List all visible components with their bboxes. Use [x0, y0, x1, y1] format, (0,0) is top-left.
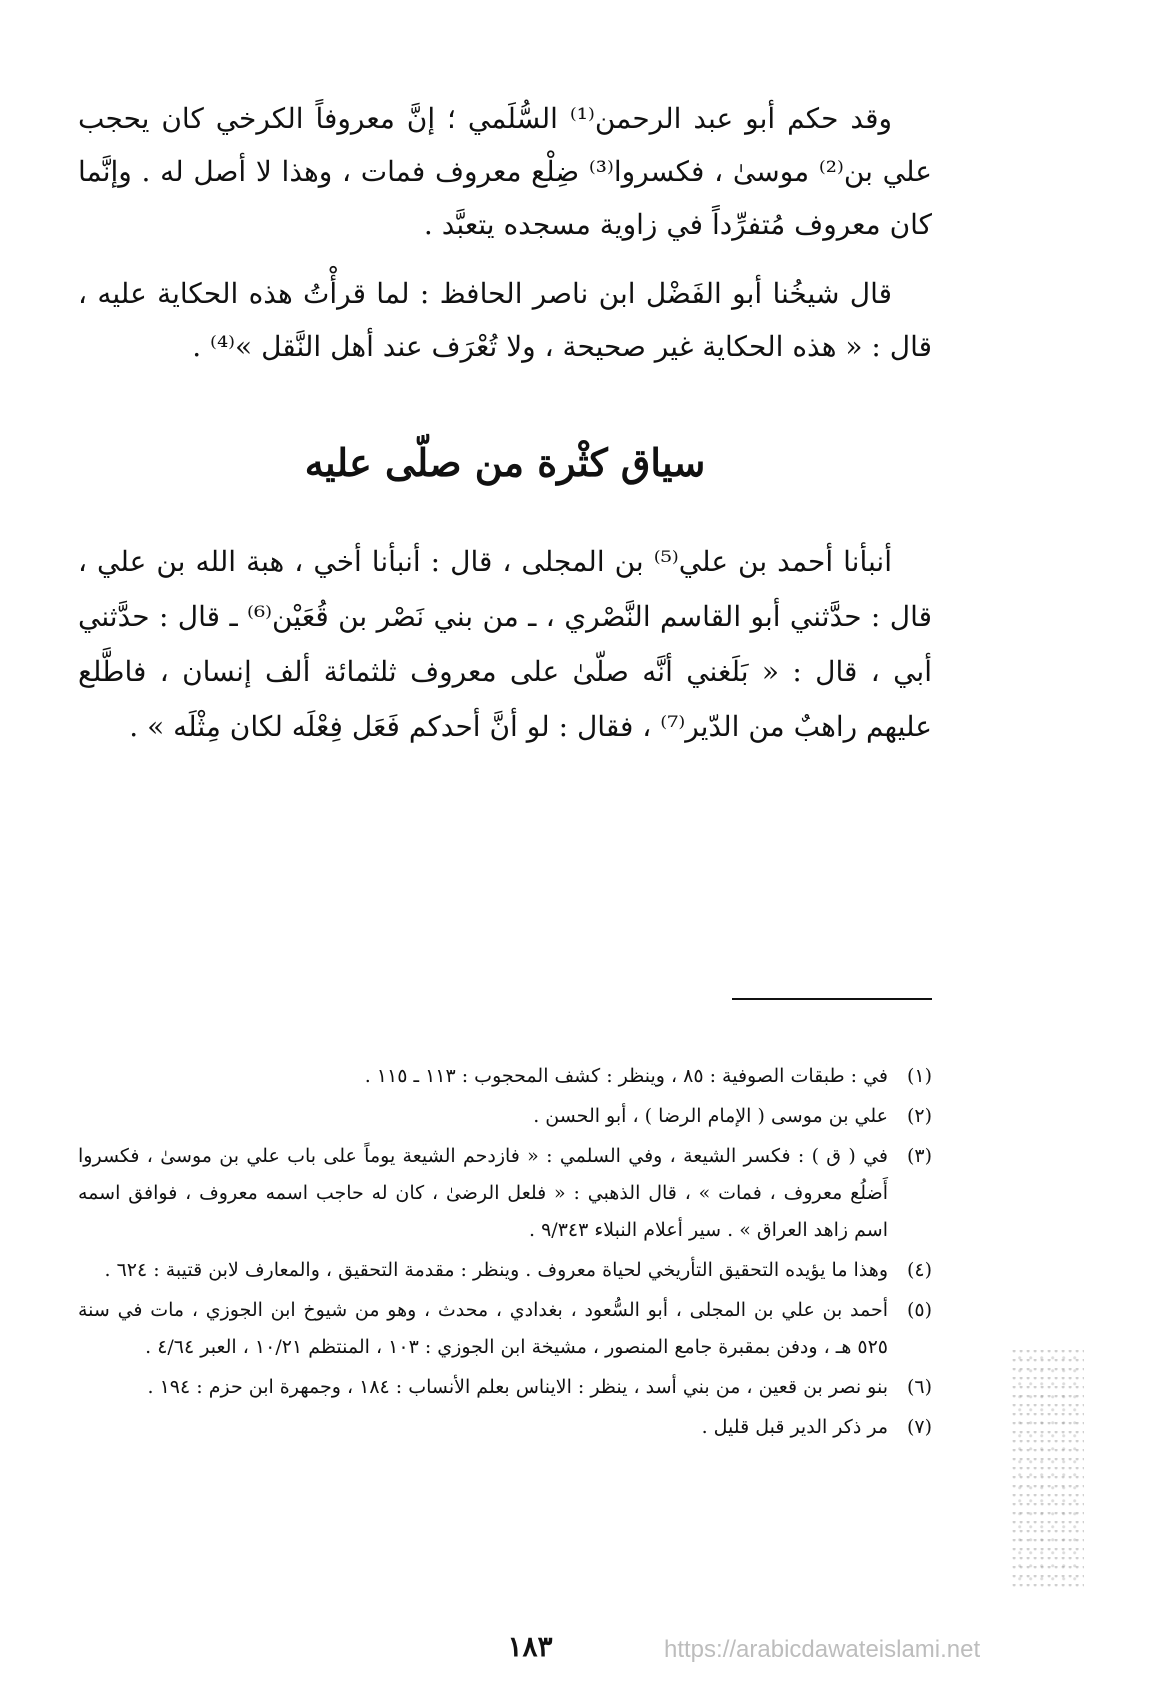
footnote-2 — [78, 1098, 932, 1135]
footnote-5 — [78, 1292, 932, 1366]
footnote-text: مر ذكر الدير قبل قليل . — [701, 1416, 888, 1438]
scan-noise — [1012, 1350, 1084, 1590]
footnote-text: علي بن موسى ( الإمام الرضا ) ، أبو الحسن . — [533, 1105, 888, 1127]
footnote-number: (٦) — [906, 1376, 932, 1398]
footnote-separator — [732, 998, 932, 1000]
footnote-number: (١) — [906, 1065, 932, 1087]
footnote-6 — [78, 1369, 932, 1406]
watermark-url: https://arabicdawateislami.net — [664, 1636, 981, 1663]
section-heading: سياق كثْرة من صلّى عليه — [304, 440, 706, 485]
footnote-text: في ( ق ) : فكسر الشيعة ، وفي السلمي : « فازدحم الشيعة يوماً على باب علي بن موسىٰ ، فكسروا أَضلُع معروف ، فمات » ، قال الذهبي : « فلعل الرضىٰ ، كان له حاجب اسمه معروف ، فوافق اسمه اسم زاهد العراق » . سير أعلام النبلاء ٩/٣٤٣ . — [78, 1145, 888, 1241]
paragraph-2: قال شيخُنا أبو الفَضْل ابن ناصر الحافظ : لما قرأْتُ هذه الحكاية عليه ، قال : « هذه الحكاية غير صحيحة ، ولا تُعْرَف عند أهل النَّقل »⁽⁴⁾ . — [78, 277, 932, 363]
footnotes — [78, 1058, 932, 1449]
section-text — [78, 534, 932, 754]
footnote-number: (٥) — [906, 1299, 932, 1321]
page-number: ١٨٣ — [507, 1630, 553, 1663]
footnote-4 — [78, 1252, 932, 1289]
footnote-7 — [78, 1409, 932, 1446]
footnote-text: وهذا ما يؤيده التحقيق التأريخي لحياة معروف . وينظر : مقدمة التحقيق ، والمعارف لابن قتيبة : ٦٢٤ . — [104, 1259, 888, 1281]
footnote-number: (٢) — [906, 1105, 932, 1127]
footnote-3 — [78, 1138, 932, 1249]
footnote-text: في : طبقات الصوفية : ٨٥ ، وينظر : كشف المحجوب : ١١٣ ـ ١١٥ . — [364, 1065, 888, 1087]
footnote-text: أحمد بن علي بن المجلى ، أبو السُّعود ، بغدادي ، محدث ، وهو من شيوخ ابن الجوزي ، مات في سنة ٥٢٥ هـ ، ودفن بمقبرة جامع المنصور ، مشيخة ابن الجوزي : ١٠٣ ، المنتظم ١٠/٢١ ، العبر ٤/٦٤ . — [78, 1299, 888, 1358]
main-text — [78, 92, 932, 373]
footnote-number: (٤) — [906, 1259, 932, 1281]
paragraph-1: وقد حكم أبو عبد الرحمن⁽¹⁾ السُّلَمي ؛ إنَّ معروفاً الكرخي كان يحجب علي بن⁽²⁾ موسىٰ ، فكسروا⁽³⁾ ضِلْع معروف فمات ، وهذا لا أصل له . وإنَّما كان معروف مُتفرِّداً في زاوية مسجده يتعبَّد . — [78, 102, 932, 241]
footnote-number: (٧) — [906, 1416, 932, 1438]
footnote-1 — [78, 1058, 932, 1095]
footnote-number: (٣) — [906, 1145, 932, 1167]
footnote-text: بنو نصر بن قعين ، من بني أسد ، ينظر : الايناس بعلم الأنساب : ١٨٤ ، وجمهرة ابن حزم : ١٩٤ . — [147, 1376, 888, 1398]
paragraph-3: أنبأنا أحمد بن علي⁽⁵⁾ بن المجلى ، قال : أنبأنا أخي ، هبة الله بن علي ، قال : حدَّثني أبو القاسم النَّصْري ، ـ من بني نَصْر بن قُعَيْن⁽⁶⁾ ـ قال : حدَّثني أبي ، قال : « بَلَغني أنَّه صلّىٰ على معروف ثلثمائة ألف إنسان ، فاطَّلع عليهم راهبٌ من الدّير⁽⁷⁾ ، فقال : لو أنَّ أحدكم فَعَل فِعْلَه لكان مِثْلَه » . — [78, 545, 932, 743]
